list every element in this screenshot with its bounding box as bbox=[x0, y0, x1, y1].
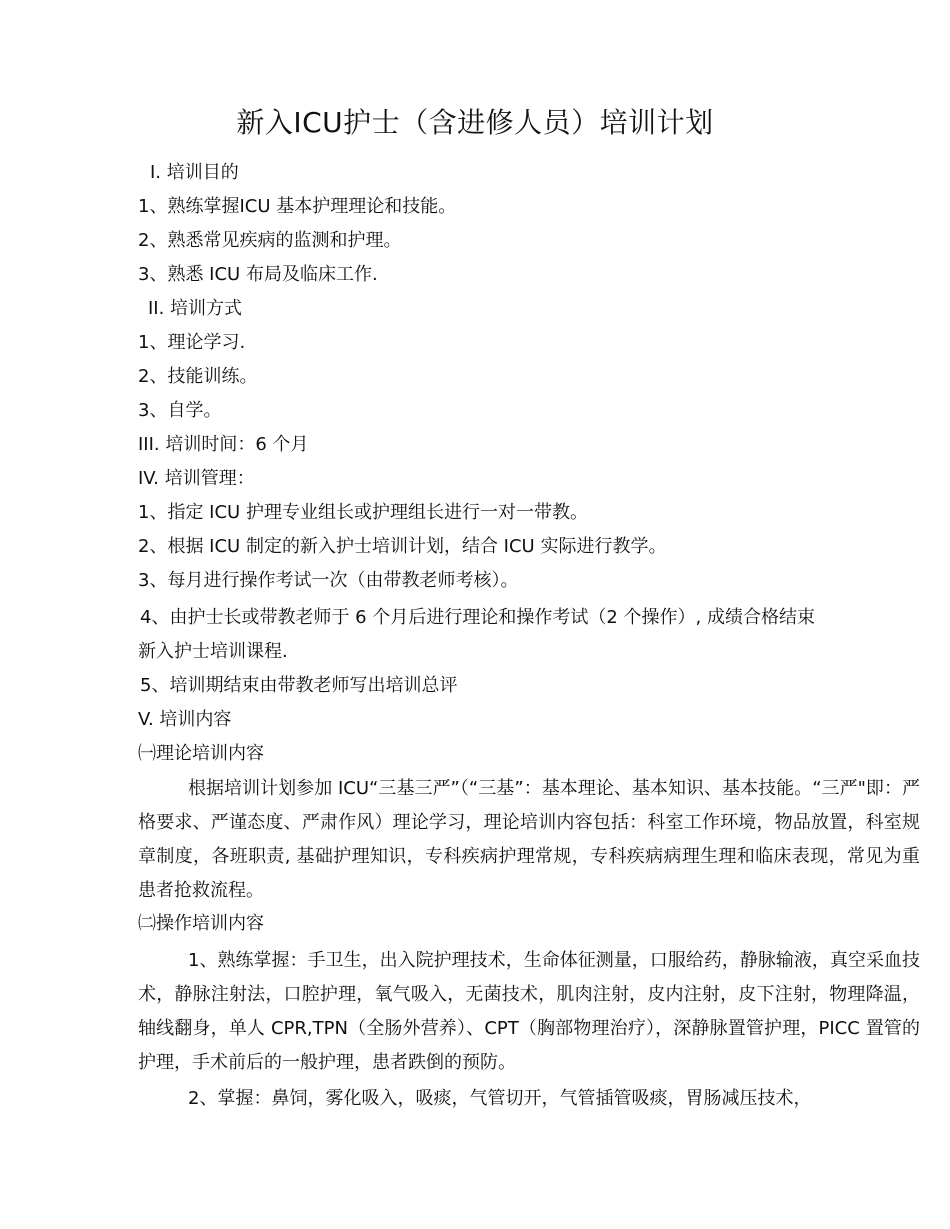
section-heading-duration: III. 培训时间：6 个月 bbox=[138, 434, 309, 455]
management-item-4: 4、由护士长或带教老师于 6 个月后进行理论和操作考试（2 个操作）, 成绩合格结束 bbox=[140, 607, 815, 628]
subsection-heading-theory: ㈠理论培训内容 bbox=[138, 743, 264, 764]
section-heading-objective: I. 培训目的 bbox=[150, 162, 239, 183]
method-item-2: 2、技能训练。 bbox=[138, 366, 258, 387]
theory-paragraph: 根据培训计划参加 ICU“三基三严”（“三基”：基本理论、基本知识、基本技能。“三严"即：严格要求、严谨态度、严肃作风）理论学习，理论培训内容包括：科室工作环境，物品放置，科室规章制度，各班职责, 基础护理知识，专科疾病护理常规，专科疾病病理生理和临床表现，常见为重患者抢救流程。 bbox=[138, 778, 920, 901]
method-item-3: 3、自学。 bbox=[138, 400, 222, 421]
section-heading-method: II. 培训方式 bbox=[148, 298, 243, 319]
section-heading-management: IV. 培训管理： bbox=[138, 468, 255, 489]
objective-item-3: 3、熟悉 ICU 布局及临床工作. bbox=[138, 264, 378, 285]
objective-item-2: 2、熟悉常见疾病的监测和护理。 bbox=[138, 230, 402, 251]
operation-paragraph-2: 2、掌握：鼻饲，雾化吸入，吸痰，气管切开，气管插管吸痰，胃肠减压技术， bbox=[188, 1088, 812, 1109]
management-item-3: 3、每月进行操作考试一次（由带教老师考核）。 bbox=[138, 570, 519, 591]
objective-item-1: 1、熟练掌握ICU 基本护理理论和技能。 bbox=[138, 196, 457, 217]
management-item-4-continued: 新入护士培训课程. bbox=[138, 641, 288, 662]
section-heading-content: V. 培训内容 bbox=[138, 709, 232, 730]
management-item-5: 5、培训期结束由带教老师写出培训总评 bbox=[140, 675, 458, 696]
page-title: 新入ICU护士（含进修人员）培训计划 bbox=[236, 106, 714, 139]
management-item-2: 2、根据 ICU 制定的新入护士培训计划，结合 ICU 实际进行教学。 bbox=[138, 536, 667, 557]
operation-paragraph-1: 1、熟练掌握：手卫生，出入院护理技术，生命体征测量，口服给药，静脉输液，真空采血技术，静脉注射法，口腔护理，氧气吸入，无菌技术，肌肉注射，皮内注射，皮下注射，物理降温，轴线翻身，单人 CPR,TPN（全肠外营养）、CPT（胸部物理治疗），深静脉置管护理，PICC 置管的护理，手术前后的一般护理，患者跌倒的预防。 bbox=[138, 950, 920, 1073]
management-item-1: 1、指定 ICU 护理专业组长或护理组长进行一对一带教。 bbox=[138, 502, 588, 523]
method-item-1: 1、理论学习. bbox=[138, 332, 246, 353]
subsection-heading-operation: ㈡操作培训内容 bbox=[138, 913, 264, 934]
